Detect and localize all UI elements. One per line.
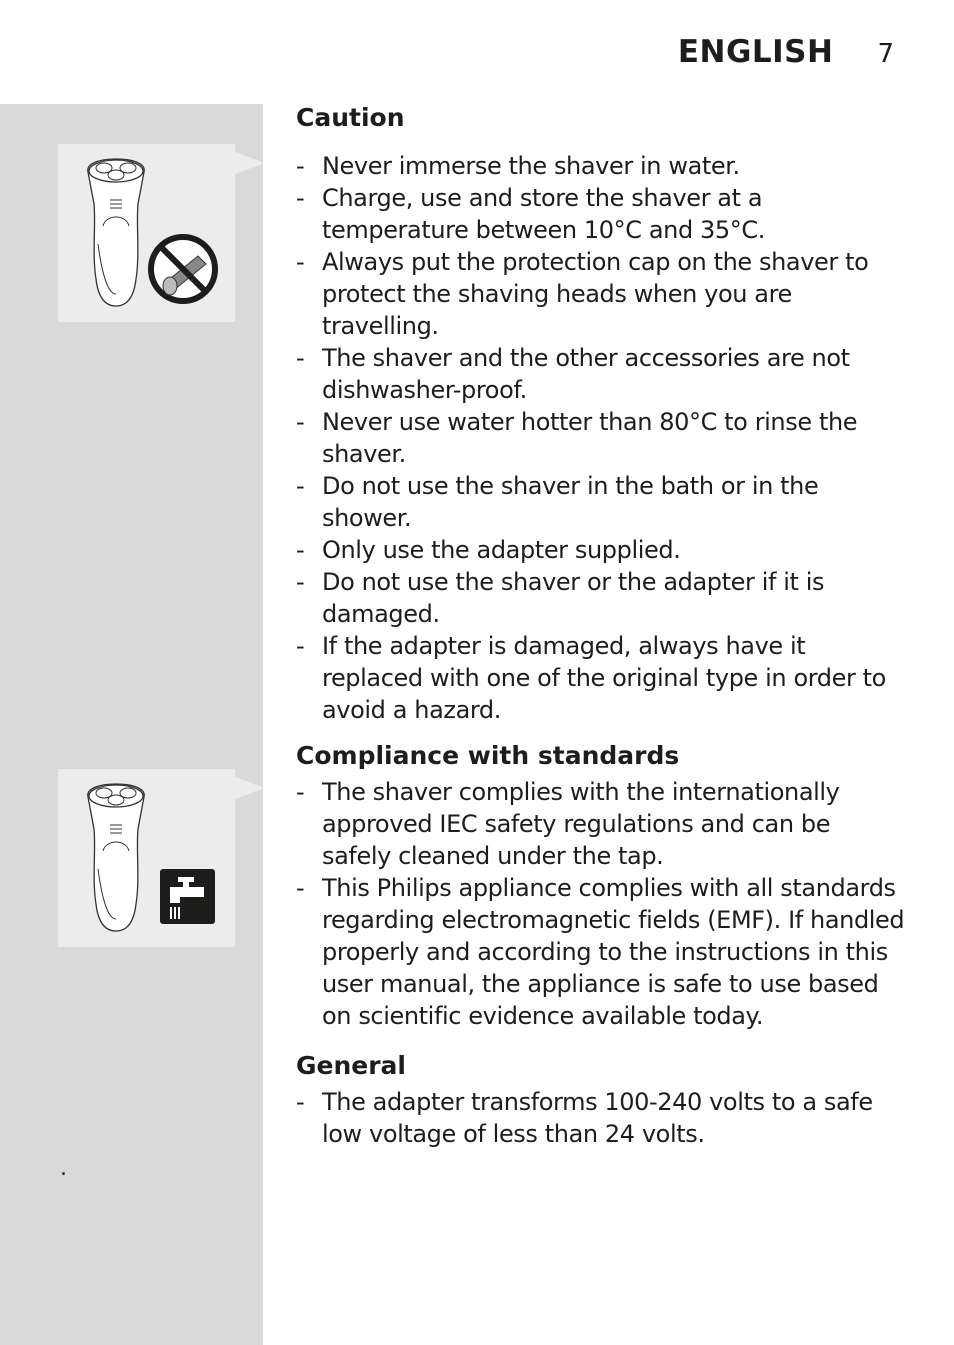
figure-shaver-no-immersion: [58, 144, 235, 322]
section-title-general: General: [296, 1051, 406, 1080]
section-title-caution: Caution: [296, 103, 405, 132]
figure-pointer: [235, 777, 265, 799]
list-item: - Always put the protection cap on the shaver to protect the shaving heads when you are travelling.: [296, 248, 869, 340]
page-header: [678, 34, 894, 74]
list-item: - The adapter transforms 100-240 volts to a safe low voltage of less than 24 volts.: [296, 1088, 873, 1148]
water-tap-icon: [58, 769, 235, 947]
general-list: [296, 1086, 906, 1150]
list-item: - The shaver complies with the internationally approved IEC safety regulations and can be safely cleaned under the tap.: [296, 778, 840, 870]
list-item: - Do not use the shaver or the adapter if it is damaged.: [296, 568, 825, 628]
list-item: - Only use the adapter supplied.: [296, 536, 681, 564]
list-item: - The shaver and the other accessories are not dishwasher-proof.: [296, 344, 850, 404]
list-item: - Never use water hotter than 80°C to rinse the shaver.: [296, 408, 858, 468]
list-item: - This Philips appliance complies with all standards regarding electromagnetic fields (EMF). If handled properly and according to the instructions in this user manual, the appliance is safe to use based on scientific evidence available today.: [296, 874, 905, 1030]
main-content: [296, 98, 906, 1150]
figure-pointer: [235, 152, 265, 174]
list-item: - Never immerse the shaver in water.: [296, 152, 740, 180]
caution-list: [296, 150, 906, 726]
compliance-list: [296, 776, 906, 1032]
margin-dot: .: [60, 1156, 67, 1181]
language-label: ENGLISH: [677, 34, 834, 70]
prohibition-icon: [58, 144, 235, 322]
list-item: - Charge, use and store the shaver at a temperature between 10°C and 35°C.: [296, 184, 765, 244]
page-number: 7: [877, 39, 894, 69]
list-item: - Do not use the shaver in the bath or in the shower.: [296, 472, 819, 532]
list-item: - If the adapter is damaged, always have it replaced with one of the original type in order to avoid a hazard.: [296, 632, 886, 724]
figure-shaver-tap-rinse: [58, 769, 235, 947]
section-title-compliance: Compliance with standards: [296, 741, 680, 770]
